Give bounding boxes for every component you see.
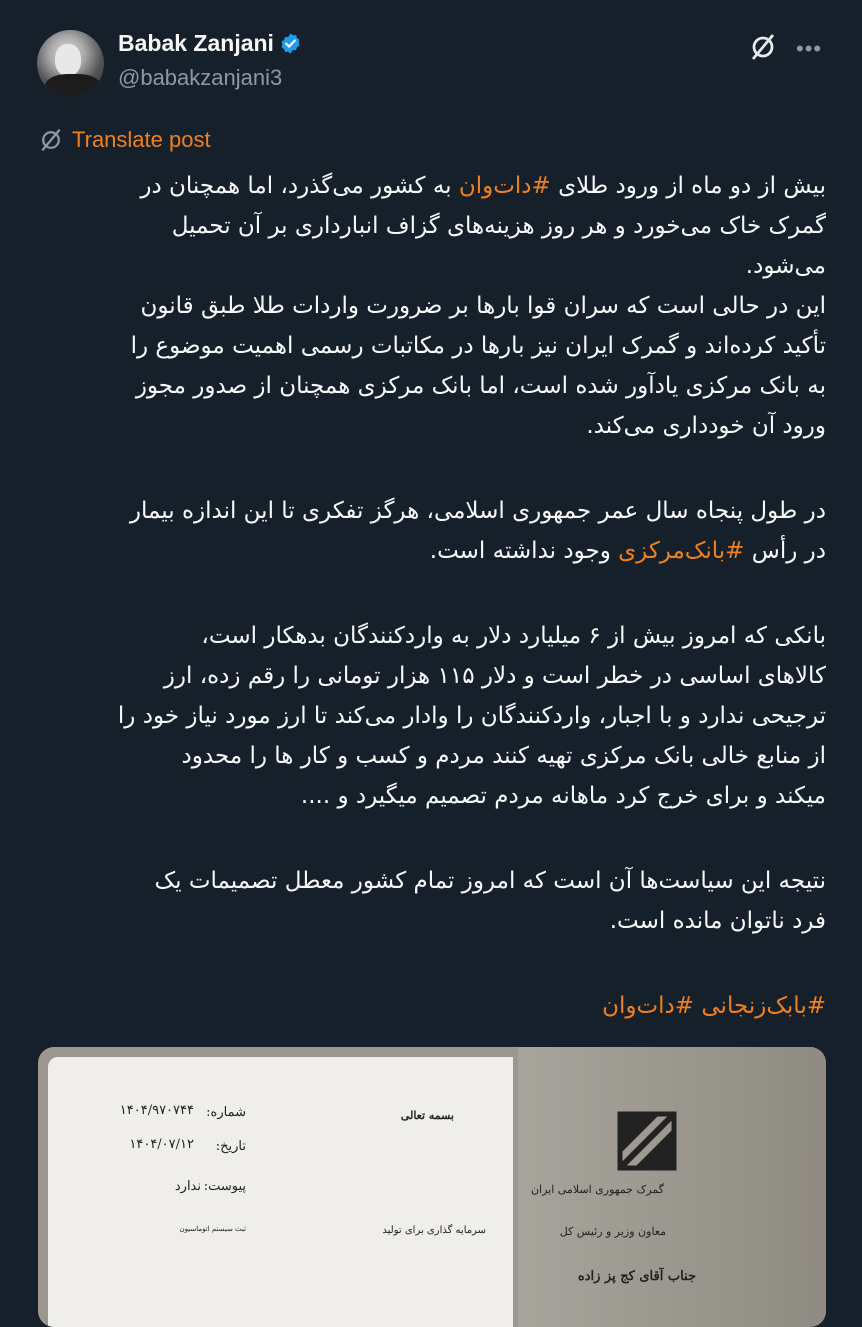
post-image[interactable] [38, 1047, 826, 1327]
post-text-segment: از منابع خالی بانک مرکزی تهیه کنند مردم و کسب و کار ها را محدود [181, 743, 826, 769]
avatar-face [55, 44, 81, 76]
author-name[interactable]: Babak Zanjani [118, 30, 274, 56]
hashtag-link[interactable]: #دات‌وان [458, 173, 551, 199]
doc-recipient: جناب آقای کج پز زاده [577, 1269, 696, 1284]
post-text-segment: بیش از دو ماه از ورود طلای [550, 173, 826, 199]
grok-icon[interactable] [748, 32, 778, 62]
post-text-segment: فرد ناتوان مانده است. [609, 908, 826, 934]
post-text-segment: وجود نداشته است. [429, 538, 619, 564]
post-text-segment: به کشور می‌گذرد، اما همچنان در [140, 173, 459, 199]
doc-number-label: شماره: [206, 1105, 246, 1120]
doc-slogan: سرمایه گذاری برای تولید [382, 1225, 486, 1236]
post-text-segment: نتیجه این سیاست‌ها آن است که امروز تمام کشور معطل تصمیمات یک [154, 868, 826, 894]
post-text-segment: گمرک خاک می‌خورد و هر روز هزینه‌های گزاف انبارداری بر آن تحمیل [171, 213, 826, 239]
post-text [40, 166, 826, 1026]
doc-number: ۱۴۰۴/۹۷۰۷۴۴ [119, 1103, 194, 1118]
post-line [40, 861, 826, 901]
paragraph-gap [40, 941, 826, 986]
doc-system: ثبت سیستم اتوماسیون [179, 1225, 246, 1233]
post-line [40, 166, 826, 206]
post-text-segment: به بانک مرکزی یادآور شده است، اما بانک مرکزی همچنان از صدور مجوز [135, 373, 826, 399]
document-paper [48, 1057, 513, 1327]
doc-attachment: ندارد [174, 1179, 201, 1194]
post-line [40, 736, 826, 776]
post-line [40, 986, 826, 1026]
paragraph-gap [40, 446, 826, 491]
paragraph-gap [40, 571, 826, 616]
post-text-segment: کالاهای اساسی در خطر است و دلار ۱۱۵ هزار تومانی را رقم زده، ارز [163, 663, 826, 689]
post-line [40, 206, 826, 246]
post-line [40, 531, 826, 571]
post-text-segment: این در حالی است که سران قوا بارها بر ضرورت واردات طلا طبق قانون [140, 293, 826, 319]
doc-date-label: تاریخ: [215, 1139, 246, 1154]
post-text-segment: بانکی که امروز بیش از ۶ میلیارد دلار به واردکنندگان بدهکار است، [201, 623, 826, 649]
translate-post-label: Translate post [72, 127, 211, 152]
post-line [40, 616, 826, 656]
post-line [40, 406, 826, 446]
post-text-segment: در طول پنجاه سال عمر جمهوری اسلامی، هرگز تفکری تا این اندازه بیمار [129, 498, 826, 524]
post-line [40, 286, 826, 326]
avatar-body [45, 74, 101, 97]
doc-header: بسمه تعالی [400, 1109, 454, 1122]
hashtag-link[interactable]: #بابک‌زنجانی [701, 993, 826, 1019]
avatar[interactable] [37, 30, 104, 97]
doc-attachment-label: پیوست: [203, 1179, 246, 1194]
doc-org: گمرک جمهوری اسلامی ایران [530, 1183, 664, 1196]
post-line [40, 366, 826, 406]
author-handle[interactable]: @babakzanjani3 [118, 65, 283, 90]
post-line [40, 901, 826, 941]
customs-logo [616, 1110, 678, 1172]
post-text-segment: میکند و برای خرج کرد ماهانه مردم تصمیم میگیرد و .... [300, 783, 826, 809]
post-text-segment: ورود آن خودداری می‌کند. [586, 413, 826, 439]
grok-icon [38, 127, 64, 153]
post-text-segment: می‌شود. [745, 253, 826, 279]
hashtag-link[interactable]: #دات‌وان [602, 993, 695, 1019]
doc-office: معاون وزیر و رئیس کل [559, 1225, 666, 1238]
translate-post-button[interactable] [38, 127, 211, 153]
hashtag-link[interactable]: #بانک‌مرکزی [618, 538, 745, 564]
post-text-segment: ترجیحی ندارد و با اجبار، واردکنندگان را وادار می‌کند تا ارز مورد نیاز خود را [117, 703, 826, 729]
post-line [40, 326, 826, 366]
post-line [40, 776, 826, 816]
author-name-row[interactable] [118, 30, 302, 57]
more-icon[interactable]: ••• [796, 36, 823, 61]
verified-badge-icon [279, 32, 302, 55]
post-line [40, 696, 826, 736]
post-line [40, 656, 826, 696]
post-line [40, 246, 826, 286]
doc-date: ۱۴۰۴/۰۷/۱۲ [129, 1137, 194, 1152]
post-text-segment: در رأس [744, 538, 826, 564]
post-text-segment: تأکید کرده‌اند و گمرک ایران نیز بارها در مکاتبات رسمی اهمیت موضوع را [130, 333, 826, 359]
post-line [40, 491, 826, 531]
paragraph-gap [40, 816, 826, 861]
